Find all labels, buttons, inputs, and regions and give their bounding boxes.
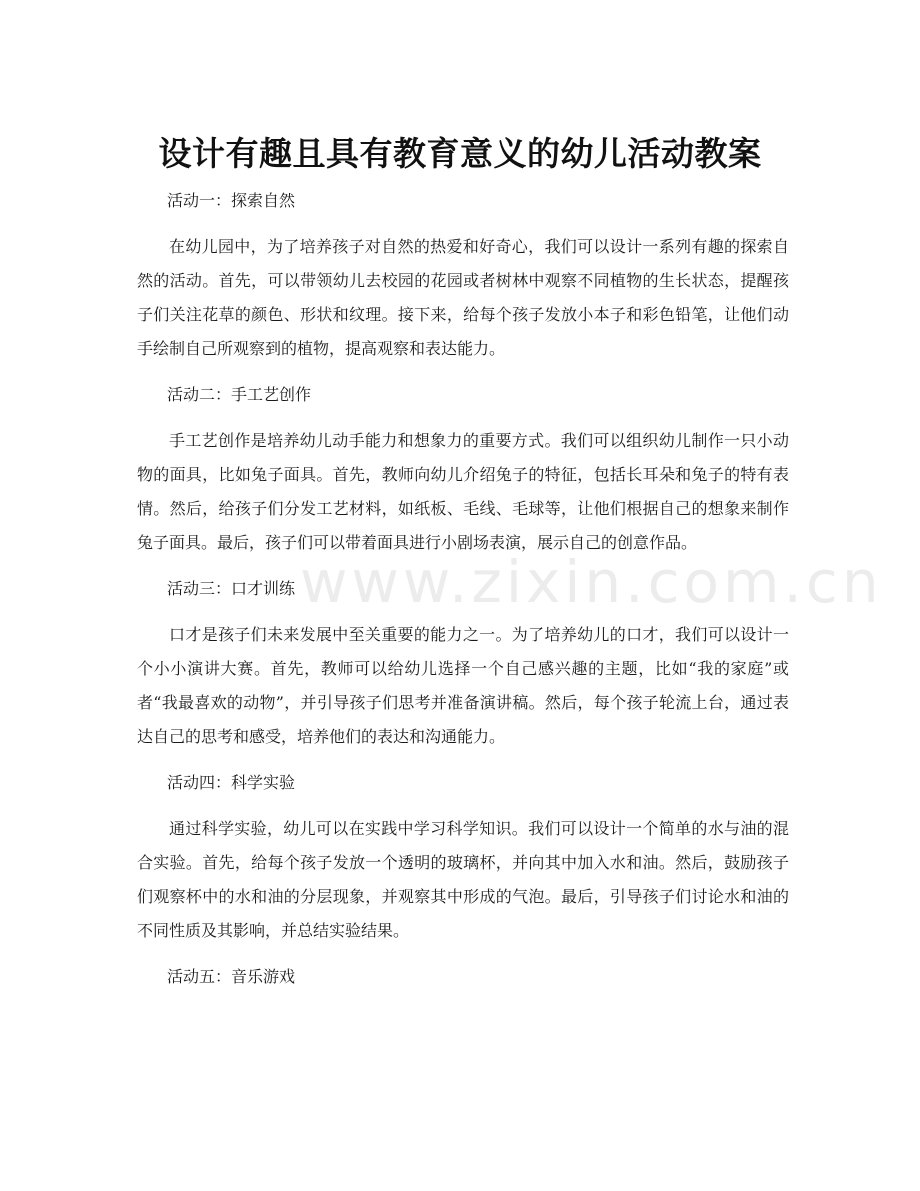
section-heading: 活动五：音乐游戏 <box>167 967 296 986</box>
section-3 <box>137 572 789 766</box>
section-paragraph: 口才是孩子们未来发展中至关重要的能力之一。为了培养幼儿的口才，我们可以设计一个小小演讲大赛。首先，教师可以给幼儿选择一个自己感兴趣的主题，比如“我的家庭”或者“我最喜欢的动物”，并引导孩子们思考并准备演讲稿。然后，每个孩子轮流上台，通过表达自己的思考和感受，培养他们的表达和沟通能力。 <box>137 625 789 746</box>
section-heading: 活动四：科学实验 <box>167 773 296 792</box>
section-1 <box>137 184 789 378</box>
section-heading: 活动三：口才训练 <box>167 579 296 598</box>
section-paragraph: 手工艺创作是培养幼儿动手能力和想象力的重要方式。我们可以组织幼儿制作一只小动物的面具，比如兔子面具。首先，教师向幼儿介绍兔子的特征，包括长耳朵和兔子的特有表情。然后，给孩子们分发工艺材料，如纸板、毛线、毛球等，让他们根据自己的想象来制作兔子面具。最后，孩子们可以带着面具进行小剧场表演，展示自己的创意作品。 <box>137 431 789 552</box>
section-paragraph: 通过科学实验，幼儿可以在实践中学习科学知识。我们可以设计一个简单的水与油的混合实验。首先，给每个孩子发放一个透明的玻璃杯，并向其中加入水和油。然后，鼓励孩子们观察杯中的水和油的分层现象，并观察其中形成的气泡。最后，引导孩子们讨论水和油的不同性质及其影响，并总结实验结果。 <box>137 819 789 940</box>
section-paragraph: 在幼儿园中，为了培养孩子对自然的热爱和好奇心，我们可以设计一系列有趣的探索自然的活动。首先，可以带领幼儿去校园的花园或者树林中观察不同植物的生长状态，提醒孩子们关注花草的颜色、形状和纹理。接下来，给每个孩子发放小本子和彩色铅笔，让他们动手绘制自己所观察到的植物，提高观察和表达能力。 <box>137 237 789 358</box>
section-heading: 活动二：手工艺创作 <box>167 385 312 404</box>
document-title: 设计有趣且具有教育意义的幼儿活动教案 <box>158 134 762 174</box>
section-4 <box>137 766 789 960</box>
section-2 <box>137 378 789 572</box>
section-heading: 活动一：探索自然 <box>167 191 296 210</box>
watermark: www.zixin.com.cn <box>300 548 883 616</box>
document-body <box>137 184 883 994</box>
section-5 <box>137 960 789 994</box>
